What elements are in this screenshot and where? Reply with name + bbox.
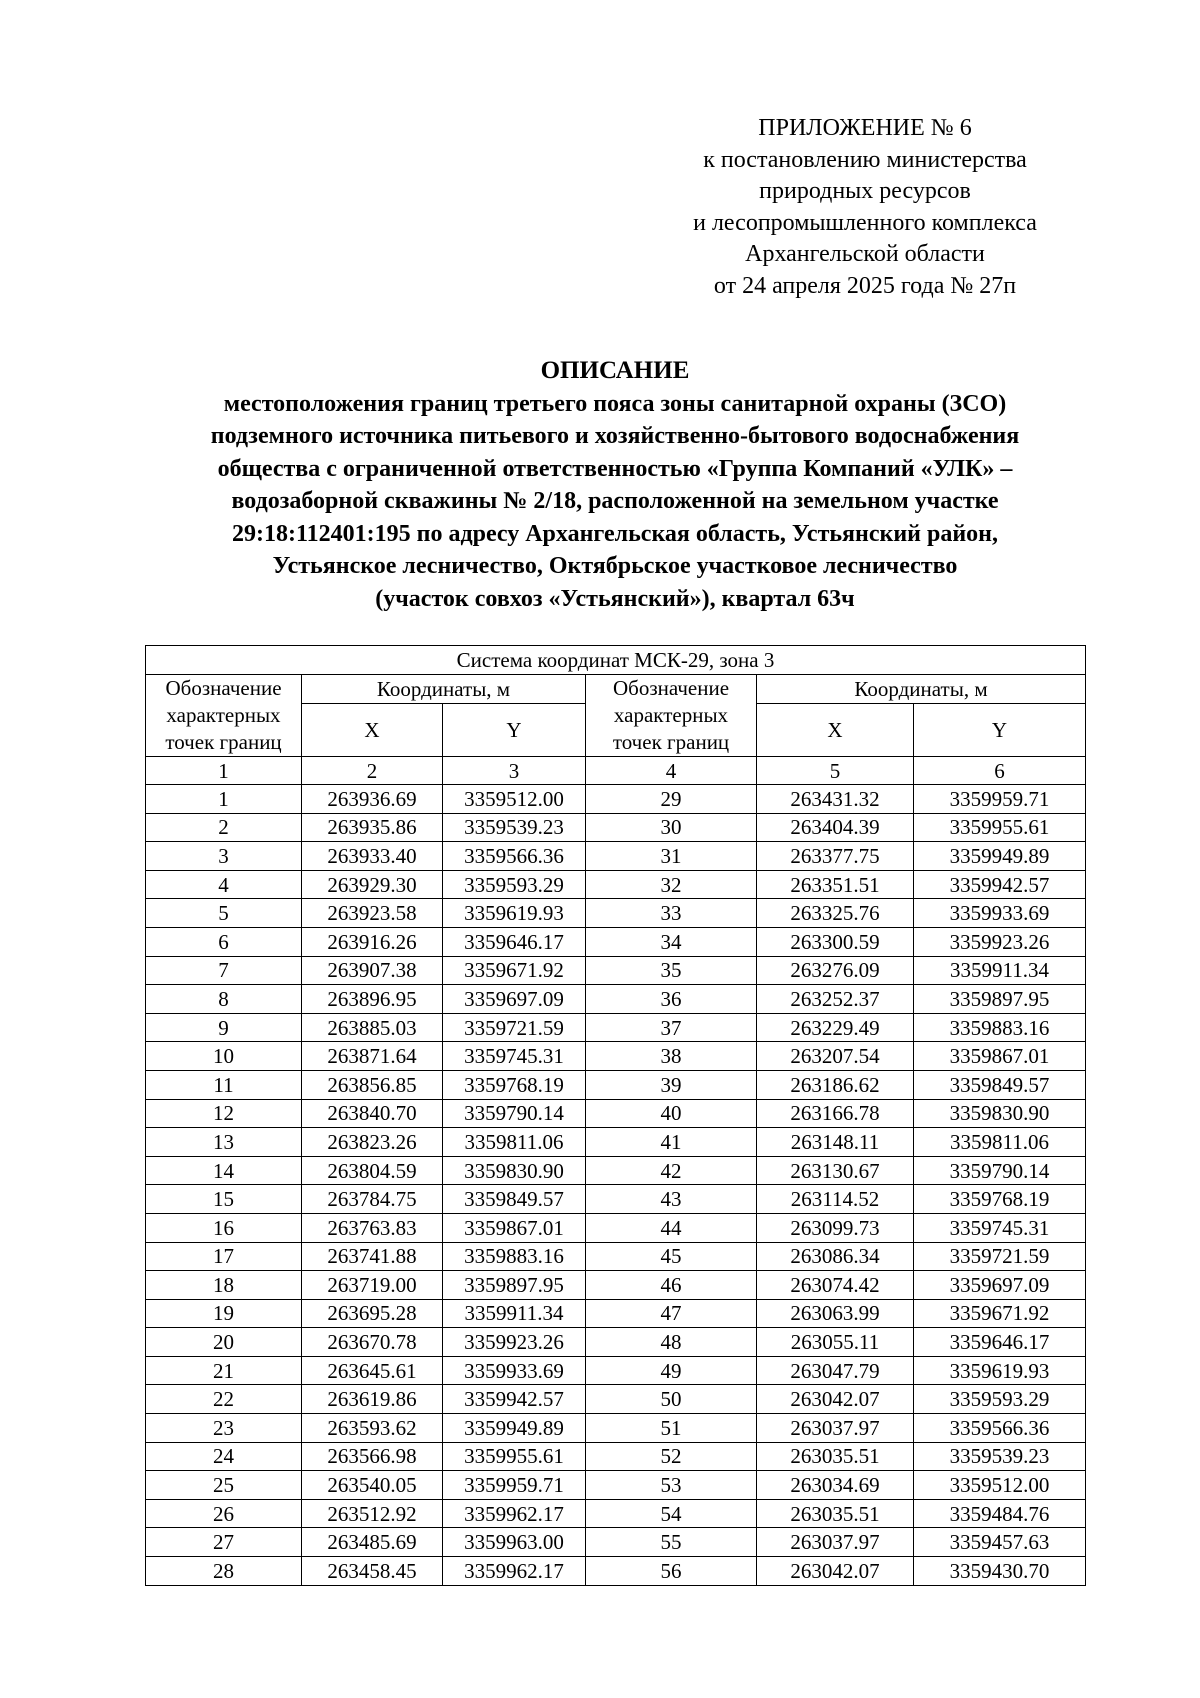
cell-point-left: 6 bbox=[146, 927, 302, 956]
cell-point-right: 30 bbox=[586, 813, 757, 842]
cell-x-right: 263207.54 bbox=[757, 1042, 914, 1071]
cell-x-right: 263325.76 bbox=[757, 899, 914, 928]
cell-y-right: 3359942.57 bbox=[914, 870, 1086, 899]
cell-point-right: 34 bbox=[586, 927, 757, 956]
cell-x-right: 263114.52 bbox=[757, 1185, 914, 1214]
cell-x-right: 263037.97 bbox=[757, 1414, 914, 1443]
cell-y-right: 3359697.09 bbox=[914, 1271, 1086, 1300]
cell-y-left: 3359593.29 bbox=[443, 870, 586, 899]
cell-point-right: 46 bbox=[586, 1271, 757, 1300]
table-row bbox=[146, 1414, 1086, 1443]
cell-y-right: 3359593.29 bbox=[914, 1385, 1086, 1414]
cell-y-left: 3359646.17 bbox=[443, 927, 586, 956]
table-row bbox=[146, 1042, 1086, 1071]
cell-y-left: 3359721.59 bbox=[443, 1013, 586, 1042]
appendix-line: природных ресурсов bbox=[759, 178, 971, 204]
cell-x-left: 263840.70 bbox=[302, 1099, 443, 1128]
coords-header-left: Координаты, м bbox=[302, 675, 586, 704]
cell-y-right: 3359811.06 bbox=[914, 1128, 1086, 1157]
table-row bbox=[146, 870, 1086, 899]
x-header-right: X bbox=[757, 704, 914, 757]
cell-x-right: 263074.42 bbox=[757, 1271, 914, 1300]
heading-line: общества с ограниченной ответственностью «Группа Компаний «УЛК» – bbox=[217, 455, 1013, 482]
cell-point-left: 24 bbox=[146, 1442, 302, 1471]
cell-y-left: 3359830.90 bbox=[443, 1156, 586, 1185]
cell-point-left: 1 bbox=[146, 785, 302, 814]
cell-x-right: 263042.07 bbox=[757, 1557, 914, 1586]
cell-y-right: 3359745.31 bbox=[914, 1213, 1086, 1242]
document-title: ОПИСАНИЕ bbox=[540, 357, 690, 384]
cell-y-left: 3359849.57 bbox=[443, 1185, 586, 1214]
table-row bbox=[146, 1328, 1086, 1357]
table-row bbox=[146, 813, 1086, 842]
table-row bbox=[146, 785, 1086, 814]
cell-point-right: 56 bbox=[586, 1557, 757, 1586]
table-row bbox=[146, 1156, 1086, 1185]
cell-y-left: 3359963.00 bbox=[443, 1528, 586, 1557]
cell-y-right: 3359619.93 bbox=[914, 1356, 1086, 1385]
cell-x-right: 263086.34 bbox=[757, 1242, 914, 1271]
label-line: Обозначение bbox=[612, 676, 730, 700]
cell-point-right: 48 bbox=[586, 1328, 757, 1357]
cell-point-left: 9 bbox=[146, 1013, 302, 1042]
cell-point-left: 27 bbox=[146, 1528, 302, 1557]
column-number: 4 bbox=[586, 757, 757, 785]
cell-y-right: 3359457.63 bbox=[914, 1528, 1086, 1557]
cell-x-left: 263935.86 bbox=[302, 813, 443, 842]
column-number: 3 bbox=[443, 757, 586, 785]
cell-x-left: 263566.98 bbox=[302, 1442, 443, 1471]
cell-x-left: 263593.62 bbox=[302, 1414, 443, 1443]
table-row bbox=[146, 1442, 1086, 1471]
cell-x-right: 263063.99 bbox=[757, 1299, 914, 1328]
table-row bbox=[146, 1299, 1086, 1328]
cell-point-left: 14 bbox=[146, 1156, 302, 1185]
cell-point-right: 39 bbox=[586, 1070, 757, 1099]
table-row bbox=[146, 1013, 1086, 1042]
cell-y-left: 3359811.06 bbox=[443, 1128, 586, 1157]
point-label-header-left bbox=[146, 675, 302, 757]
cell-y-left: 3359883.16 bbox=[443, 1242, 586, 1271]
cell-point-right: 45 bbox=[586, 1242, 757, 1271]
cell-x-left: 263485.69 bbox=[302, 1528, 443, 1557]
cell-point-right: 47 bbox=[586, 1299, 757, 1328]
cell-y-right: 3359923.26 bbox=[914, 927, 1086, 956]
cell-point-right: 51 bbox=[586, 1414, 757, 1443]
cell-point-left: 12 bbox=[146, 1099, 302, 1128]
cell-x-left: 263695.28 bbox=[302, 1299, 443, 1328]
appendix-line: к постановлению министерства bbox=[703, 146, 1027, 173]
cell-x-right: 263276.09 bbox=[757, 956, 914, 985]
cell-y-left: 3359933.69 bbox=[443, 1356, 586, 1385]
cell-point-right: 32 bbox=[586, 870, 757, 899]
label-line: точек границ bbox=[165, 730, 282, 754]
cell-x-left: 263916.26 bbox=[302, 927, 443, 956]
cell-point-right: 55 bbox=[586, 1528, 757, 1557]
cell-y-right: 3359883.16 bbox=[914, 1013, 1086, 1042]
label-line: характерных bbox=[613, 703, 729, 727]
cell-point-right: 40 bbox=[586, 1099, 757, 1128]
table-row bbox=[146, 956, 1086, 985]
cell-x-right: 263377.75 bbox=[757, 842, 914, 871]
cell-point-left: 2 bbox=[146, 813, 302, 842]
cell-x-left: 263458.45 bbox=[302, 1557, 443, 1586]
cell-x-right: 263035.51 bbox=[757, 1499, 914, 1528]
cell-y-right: 3359955.61 bbox=[914, 813, 1086, 842]
cell-y-left: 3359962.17 bbox=[443, 1557, 586, 1586]
cell-x-right: 263034.69 bbox=[757, 1471, 914, 1500]
appendix-line: и лесопромышленного комплекса bbox=[693, 209, 1037, 236]
cell-point-right: 38 bbox=[586, 1042, 757, 1071]
cell-point-left: 11 bbox=[146, 1070, 302, 1099]
cell-y-right: 3359768.19 bbox=[914, 1185, 1086, 1214]
cell-x-left: 263885.03 bbox=[302, 1013, 443, 1042]
cell-y-left: 3359911.34 bbox=[443, 1299, 586, 1328]
cell-x-left: 263871.64 bbox=[302, 1042, 443, 1071]
cell-y-right: 3359539.23 bbox=[914, 1442, 1086, 1471]
cell-point-right: 44 bbox=[586, 1213, 757, 1242]
cell-x-right: 263300.59 bbox=[757, 927, 914, 956]
table-row bbox=[146, 1213, 1086, 1242]
cell-point-left: 28 bbox=[146, 1557, 302, 1586]
cell-point-left: 18 bbox=[146, 1271, 302, 1300]
label-line: характерных bbox=[166, 703, 281, 727]
cell-point-left: 8 bbox=[146, 985, 302, 1014]
column-number: 2 bbox=[302, 757, 443, 785]
table-row bbox=[146, 842, 1086, 871]
cell-point-left: 3 bbox=[146, 842, 302, 871]
cell-y-left: 3359790.14 bbox=[443, 1099, 586, 1128]
table-row bbox=[146, 1128, 1086, 1157]
table-row bbox=[146, 927, 1086, 956]
heading-line: Устьянское лесничество, Октябрьское участковое лесничество bbox=[272, 553, 958, 579]
table-row bbox=[146, 1070, 1086, 1099]
cell-point-left: 26 bbox=[146, 1499, 302, 1528]
cell-x-right: 263166.78 bbox=[757, 1099, 914, 1128]
cell-point-left: 22 bbox=[146, 1385, 302, 1414]
cell-x-right: 263037.97 bbox=[757, 1528, 914, 1557]
coords-header-right: Координаты, м bbox=[757, 675, 1086, 704]
cell-point-right: 54 bbox=[586, 1499, 757, 1528]
cell-y-left: 3359512.00 bbox=[443, 785, 586, 814]
cell-x-right: 263130.67 bbox=[757, 1156, 914, 1185]
table-row bbox=[146, 1185, 1086, 1214]
cell-y-left: 3359697.09 bbox=[443, 985, 586, 1014]
table-row bbox=[146, 899, 1086, 928]
appendix-block bbox=[640, 113, 1090, 302]
table-row bbox=[146, 1528, 1086, 1557]
column-numbers-row bbox=[146, 757, 1086, 785]
column-number: 6 bbox=[914, 757, 1086, 785]
table-row bbox=[146, 1099, 1086, 1128]
cell-y-left: 3359768.19 bbox=[443, 1070, 586, 1099]
cell-point-right: 37 bbox=[586, 1013, 757, 1042]
cell-y-right: 3359646.17 bbox=[914, 1328, 1086, 1357]
label-line: точек границ bbox=[612, 730, 730, 754]
cell-y-right: 3359849.57 bbox=[914, 1070, 1086, 1099]
cell-y-left: 3359955.61 bbox=[443, 1442, 586, 1471]
cell-y-left: 3359619.93 bbox=[443, 899, 586, 928]
cell-point-left: 5 bbox=[146, 899, 302, 928]
cell-y-right: 3359897.95 bbox=[914, 985, 1086, 1014]
y-header-right: Y bbox=[914, 704, 1086, 757]
cell-x-left: 263929.30 bbox=[302, 870, 443, 899]
label-line: Обозначение bbox=[165, 676, 282, 700]
cell-x-left: 263856.85 bbox=[302, 1070, 443, 1099]
cell-y-right: 3359721.59 bbox=[914, 1242, 1086, 1271]
heading-line: водозаборной скважины № 2/18, расположенной на земельном участке bbox=[231, 488, 999, 514]
cell-y-left: 3359959.71 bbox=[443, 1471, 586, 1500]
cell-point-left: 16 bbox=[146, 1213, 302, 1242]
cell-y-left: 3359671.92 bbox=[443, 956, 586, 985]
cell-x-right: 263431.32 bbox=[757, 785, 914, 814]
cell-y-right: 3359867.01 bbox=[914, 1042, 1086, 1071]
cell-point-left: 20 bbox=[146, 1328, 302, 1357]
cell-point-right: 42 bbox=[586, 1156, 757, 1185]
cell-y-right: 3359949.89 bbox=[914, 842, 1086, 871]
cell-x-left: 263719.00 bbox=[302, 1271, 443, 1300]
cell-x-right: 263042.07 bbox=[757, 1385, 914, 1414]
cell-x-left: 263804.59 bbox=[302, 1156, 443, 1185]
cell-x-right: 263148.11 bbox=[757, 1128, 914, 1157]
cell-point-left: 25 bbox=[146, 1471, 302, 1500]
table-row bbox=[146, 1499, 1086, 1528]
table-row bbox=[146, 1242, 1086, 1271]
cell-point-right: 50 bbox=[586, 1385, 757, 1414]
column-number: 5 bbox=[757, 757, 914, 785]
cell-x-left: 263741.88 bbox=[302, 1242, 443, 1271]
cell-x-left: 263540.05 bbox=[302, 1471, 443, 1500]
appendix-line: ПРИЛОЖЕНИЕ № 6 bbox=[758, 115, 972, 141]
table-row bbox=[146, 1356, 1086, 1385]
cell-y-right: 3359512.00 bbox=[914, 1471, 1086, 1500]
table-row bbox=[146, 1385, 1086, 1414]
cell-point-right: 35 bbox=[586, 956, 757, 985]
cell-y-right: 3359911.34 bbox=[914, 956, 1086, 985]
cell-y-right: 3359566.36 bbox=[914, 1414, 1086, 1443]
cell-y-left: 3359942.57 bbox=[443, 1385, 586, 1414]
cell-point-right: 29 bbox=[586, 785, 757, 814]
heading-line: подземного источника питьевого и хозяйственно-бытового водоснабжения bbox=[210, 423, 1020, 449]
cell-y-left: 3359745.31 bbox=[443, 1042, 586, 1071]
cell-point-left: 15 bbox=[146, 1185, 302, 1214]
cell-point-left: 23 bbox=[146, 1414, 302, 1443]
cell-y-right: 3359830.90 bbox=[914, 1099, 1086, 1128]
cell-y-left: 3359897.95 bbox=[443, 1271, 586, 1300]
cell-x-left: 263784.75 bbox=[302, 1185, 443, 1214]
cell-y-left: 3359923.26 bbox=[443, 1328, 586, 1357]
cell-point-left: 10 bbox=[146, 1042, 302, 1071]
cell-point-left: 21 bbox=[146, 1356, 302, 1385]
cell-y-right: 3359790.14 bbox=[914, 1156, 1086, 1185]
point-label-header-right bbox=[586, 675, 757, 757]
cell-x-left: 263645.61 bbox=[302, 1356, 443, 1385]
cell-point-left: 7 bbox=[146, 956, 302, 985]
y-header-left: Y bbox=[443, 704, 586, 757]
cell-x-right: 263252.37 bbox=[757, 985, 914, 1014]
cell-point-right: 49 bbox=[586, 1356, 757, 1385]
cell-y-left: 3359962.17 bbox=[443, 1499, 586, 1528]
cell-x-left: 263936.69 bbox=[302, 785, 443, 814]
cell-x-right: 263055.11 bbox=[757, 1328, 914, 1357]
cell-point-right: 53 bbox=[586, 1471, 757, 1500]
heading-line: местоположения границ третьего пояса зоны санитарной охраны (ЗСО) bbox=[223, 390, 1007, 417]
cell-point-right: 36 bbox=[586, 985, 757, 1014]
coordinate-system-header: Система координат МСК-29, зона 3 bbox=[146, 646, 1086, 675]
document-heading bbox=[100, 355, 1130, 615]
cell-x-right: 263099.73 bbox=[757, 1213, 914, 1242]
heading-line: (участок совхоз «Устьянский»), квартал 63ч bbox=[375, 585, 855, 612]
cell-y-left: 3359566.36 bbox=[443, 842, 586, 871]
cell-x-left: 263923.58 bbox=[302, 899, 443, 928]
cell-point-left: 13 bbox=[146, 1128, 302, 1157]
cell-point-right: 33 bbox=[586, 899, 757, 928]
coordinates-table bbox=[145, 645, 1086, 1586]
cell-x-left: 263907.38 bbox=[302, 956, 443, 985]
cell-point-left: 17 bbox=[146, 1242, 302, 1271]
cell-x-right: 263047.79 bbox=[757, 1356, 914, 1385]
cell-y-right: 3359430.70 bbox=[914, 1557, 1086, 1586]
column-number: 1 bbox=[146, 757, 302, 785]
cell-point-left: 19 bbox=[146, 1299, 302, 1328]
cell-x-left: 263619.86 bbox=[302, 1385, 443, 1414]
table-row bbox=[146, 1471, 1086, 1500]
cell-y-left: 3359867.01 bbox=[443, 1213, 586, 1242]
cell-y-right: 3359933.69 bbox=[914, 899, 1086, 928]
cell-x-left: 263512.92 bbox=[302, 1499, 443, 1528]
cell-point-left: 4 bbox=[146, 870, 302, 899]
cell-x-left: 263933.40 bbox=[302, 842, 443, 871]
table-row bbox=[146, 1271, 1086, 1300]
cell-y-right: 3359484.76 bbox=[914, 1499, 1086, 1528]
cell-point-right: 43 bbox=[586, 1185, 757, 1214]
cell-x-right: 263229.49 bbox=[757, 1013, 914, 1042]
appendix-line: Архангельской области bbox=[745, 241, 985, 267]
cell-x-right: 263351.51 bbox=[757, 870, 914, 899]
x-header-left: X bbox=[302, 704, 443, 757]
cell-x-left: 263823.26 bbox=[302, 1128, 443, 1157]
cell-y-right: 3359671.92 bbox=[914, 1299, 1086, 1328]
cell-point-right: 31 bbox=[586, 842, 757, 871]
cell-y-left: 3359539.23 bbox=[443, 813, 586, 842]
cell-x-right: 263404.39 bbox=[757, 813, 914, 842]
cell-point-right: 41 bbox=[586, 1128, 757, 1157]
cell-x-left: 263670.78 bbox=[302, 1328, 443, 1357]
cell-x-left: 263896.95 bbox=[302, 985, 443, 1014]
appendix-line: от 24 апреля 2025 года № 27п bbox=[713, 272, 1017, 299]
cell-x-right: 263186.62 bbox=[757, 1070, 914, 1099]
cell-x-right: 263035.51 bbox=[757, 1442, 914, 1471]
table-row bbox=[146, 1557, 1086, 1586]
table-row bbox=[146, 985, 1086, 1014]
cell-y-left: 3359949.89 bbox=[443, 1414, 586, 1443]
heading-line: 29:18:112401:195 по адресу Архангельская область, Устьянский район, bbox=[231, 520, 999, 547]
cell-point-right: 52 bbox=[586, 1442, 757, 1471]
cell-y-right: 3359959.71 bbox=[914, 785, 1086, 814]
cell-x-left: 263763.83 bbox=[302, 1213, 443, 1242]
